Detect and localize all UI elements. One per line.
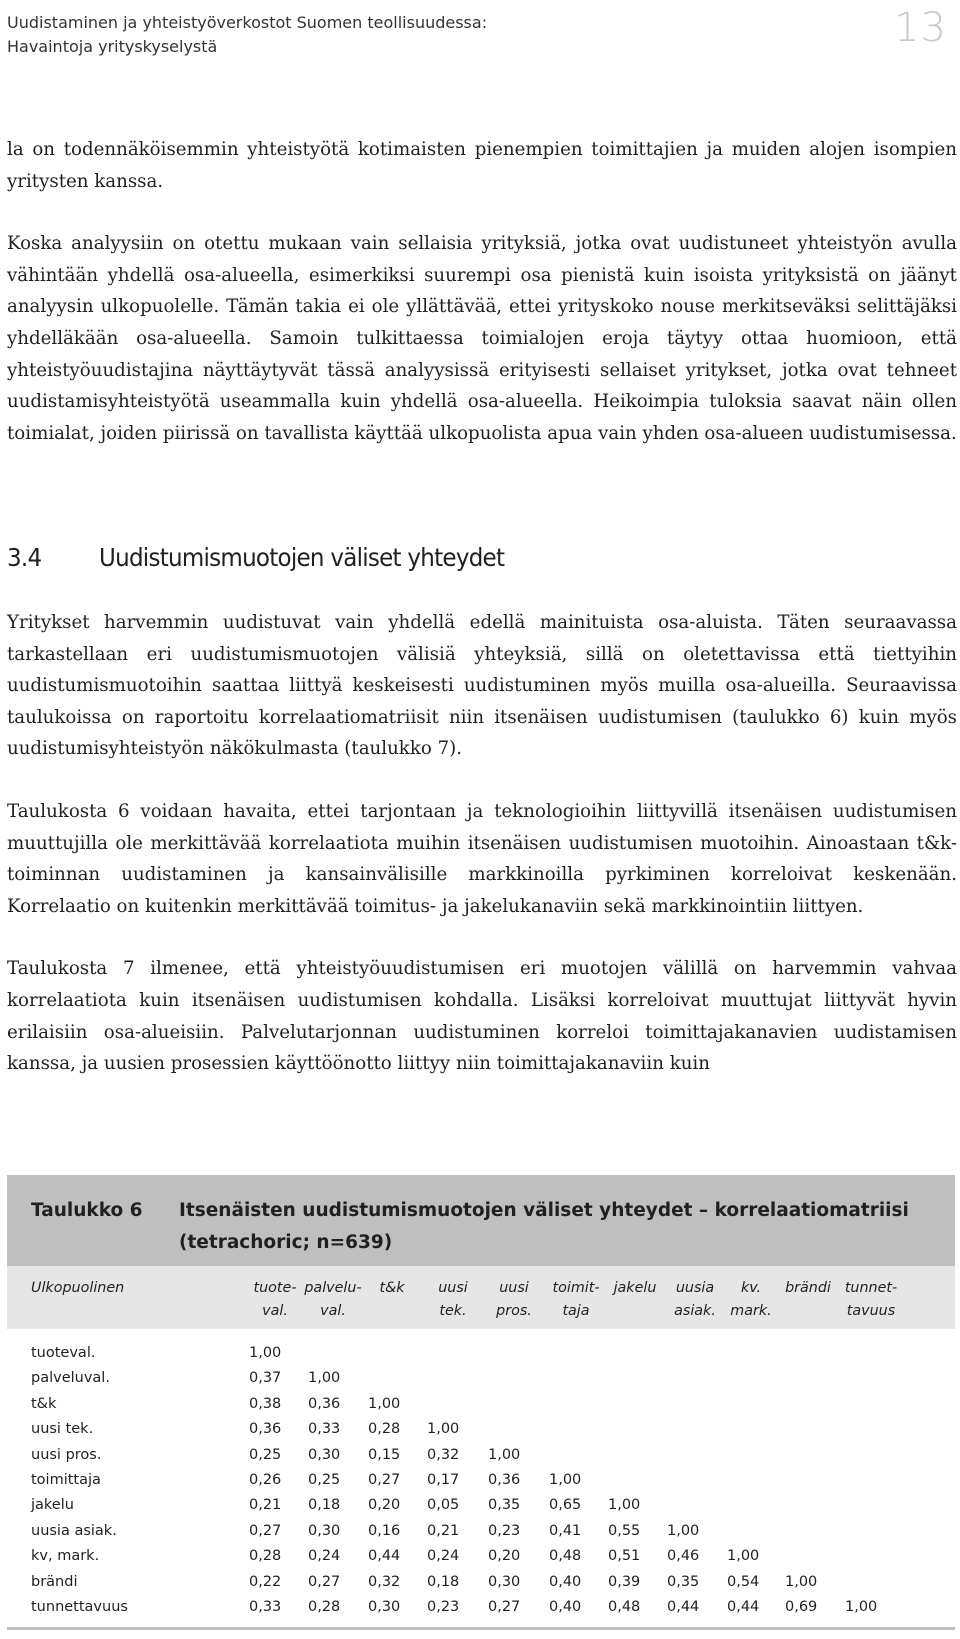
table-title-band (7, 1175, 955, 1266)
table-cell: 0,41 (549, 1522, 582, 1539)
section-title: Uudistumismuotojen väliset yhteydet (99, 543, 505, 572)
table-cell: 0,30 (488, 1573, 521, 1590)
table-column-headers (7, 1266, 955, 1329)
paragraph: Yritykset harvemmin uudistuvat vain yhdellä edellä mainituista osa-aluista. Täten seuraavassa tarkastellaan eri uudistumismuotojen välisiä yhteyksiä, sillä on oletettavissa että tiettyihin uudistumismuotoihin saattaa liittyä keskeisesti uudistuminen myös muilla osa-alueilla. Seuraavissa taulukoissa on raportoitu korrelaatiomatriisit niin itsenäisen uudistumisen (taulukko 6) kuin myös uudistumisyhteistyön näkökulmasta (taulukko 7). (7, 612, 957, 760)
column-header: tuote- val. (253, 1280, 297, 1319)
table-cell: 1,00 (368, 1395, 401, 1412)
table-cell: 0,35 (667, 1573, 700, 1590)
table-cell: 1,00 (427, 1421, 460, 1438)
table-cell: 0,17 (427, 1471, 460, 1488)
row-label: palveluval. (31, 1370, 110, 1387)
table-cell: 1,00 (308, 1370, 341, 1387)
table-cell: 0,51 (608, 1548, 641, 1565)
table-cell: 0,55 (608, 1522, 641, 1539)
table-cell: 0,26 (249, 1471, 282, 1488)
paragraph: la on todennäköisemmin yhteistyötä kotimaisten pienempien toimittajien ja muiden alojen isompien yritysten kanssa. (7, 139, 957, 192)
table-cell: 0,25 (249, 1446, 282, 1463)
row-label: uusi tek. (31, 1421, 94, 1438)
table-cell: 0,21 (427, 1522, 460, 1539)
table-cell: 0,20 (488, 1548, 521, 1565)
table-row (7, 1443, 955, 1468)
table-cell: 0,32 (368, 1573, 401, 1590)
table-row (7, 1417, 955, 1442)
table-cell: 0,44 (667, 1598, 700, 1615)
row-header-label: Ulkopuolinen (31, 1280, 125, 1296)
table-cell: 0,05 (427, 1497, 460, 1514)
table-cell: 0,24 (308, 1548, 341, 1565)
row-label: toimittaja (31, 1471, 101, 1488)
column-header: t&k (379, 1280, 405, 1296)
table-cell: 0,36 (488, 1471, 521, 1488)
table-cell: 0,32 (427, 1446, 460, 1463)
table-cell: 0,27 (249, 1522, 282, 1539)
table-cell: 1,00 (488, 1446, 521, 1463)
table-cell: 0,21 (249, 1497, 282, 1514)
table-cell: 0,33 (249, 1598, 282, 1615)
table-cell: 0,35 (488, 1497, 521, 1514)
table-cell: 0,36 (308, 1395, 341, 1412)
table-cell: 0,30 (308, 1522, 341, 1539)
table-cell: 0,44 (368, 1548, 401, 1565)
table-row (7, 1595, 955, 1620)
page-number: 13 (894, 5, 947, 51)
paragraph: Koska analyysiin on otettu mukaan vain sellaisia yrityksiä, jotka ovat uudistuneet yhteistyön avulla vähintään yhdellä osa-alueella, esimerkiksi suurempi osa pienistä kuin isoista yrityksistä on jäänyt analyysin ulkopuolelle. Tämän takia ei ole yllättävää, ettei yrityskoko nouse merkitseväksi selittäjäksi yhdelläkään osa-alueella. Samoin tulkittaessa toimialojen eroja täytyy ottaa huomioon, että yhteistyöuudistajina näyttäytyvät tässä analyysissä erityisesti sellaiset yritykset, jotka ovat tehneet uudistamisyhteistyötä useammalla kuin yhdellä osa-alueella. Heikoimpia tuloksia saavat näin ollen toimialat, joiden piirissä on tavallista käyttää ulkopuolista apua vain yhden osa-alueen uudistumisessa. (7, 233, 957, 444)
table-row (7, 1341, 955, 1366)
page-header (7, 5, 947, 67)
column-header: tunnet- tavuus (844, 1280, 898, 1319)
row-label: tunnettavuus (31, 1598, 128, 1615)
table-cell: 0,24 (427, 1548, 460, 1565)
table-cell: 1,00 (667, 1522, 700, 1539)
table-cell: 1,00 (608, 1497, 641, 1514)
table-cell: 0,48 (549, 1548, 582, 1565)
table-cell: 0,30 (368, 1598, 401, 1615)
running-title-line-1: Uudistaminen ja yhteistyöverkostot Suomen teollisuudessa: (7, 13, 488, 32)
row-label: uusia asiak. (31, 1522, 117, 1539)
body-text-top (7, 134, 957, 480)
table-cell: 0,18 (308, 1497, 341, 1514)
table-cell: 0,18 (427, 1573, 460, 1590)
table-cell: 0,40 (549, 1573, 582, 1590)
table-cell: 0,20 (368, 1497, 401, 1514)
column-header: toimit- taja (552, 1280, 600, 1319)
table-cell: 0,27 (488, 1598, 521, 1615)
table-cell: 0,44 (727, 1598, 760, 1615)
table-cell: 1,00 (549, 1471, 582, 1488)
column-header: brändi (785, 1280, 831, 1296)
column-header: uusia asiak. (674, 1280, 716, 1319)
paragraph: Taulukosta 7 ilmenee, että yhteistyöuudistumisen eri muotojen välillä on harvemmin vahvaa korrelaatiota kuin itsenäisen uudistumisen kohdalla. Lisäksi korreloivat muuttujat liittyvät hyvin erilaisiin osa-alueisiin. Palvelutarjonnan uudistuminen korreloi toimittajakanavien uudistamisen kanssa, ja uusien prosessien käyttöönotto liittyy niin toimittajakanaviin kuin (7, 958, 957, 1075)
table-row (7, 1544, 955, 1569)
table-cell: 0,28 (249, 1548, 282, 1565)
table-cell: 0,22 (249, 1573, 282, 1590)
table-cell: 1,00 (249, 1345, 282, 1361)
table-label: Taulukko 6 (31, 1200, 143, 1221)
table-row (7, 1366, 955, 1391)
table-cell: 0,16 (368, 1522, 401, 1539)
section-number: 3.4 (7, 543, 42, 572)
table-cell: 0,15 (368, 1446, 401, 1463)
table-cell: 0,65 (549, 1497, 582, 1514)
column-header: palvelu- val. (304, 1280, 362, 1319)
body-text-bottom (7, 607, 957, 1111)
table-cell: 0,39 (608, 1573, 641, 1590)
table-cell: 0,27 (308, 1573, 341, 1590)
table-cell: 0,46 (667, 1548, 700, 1565)
table-cell: 0,40 (549, 1598, 582, 1615)
table-row (7, 1493, 955, 1518)
row-label: kv, mark. (31, 1548, 100, 1565)
section-heading (7, 540, 872, 576)
table-cell: 0,23 (427, 1598, 460, 1615)
column-header: uusi pros. (496, 1280, 532, 1319)
paragraph: Taulukosta 6 voidaan havaita, ettei tarjontaan ja teknologioihin liittyvillä itsenäisen uudistumisen muuttujilla ole merkittävää korrelaatiota muihin itsenäisen uudistumisen muotoihin. Ainoastaan t&k-toiminnan uudistaminen ja kansainvälisille markkinoilla pyrkiminen korreloivat keskenään. Korrelaatio on kuitenkin merkittävää toimitus- ja jakelukanaviin sekä markkinointiin liittyen. (7, 800, 957, 917)
table-cell: 1,00 (845, 1598, 878, 1615)
row-label: brändi (31, 1573, 78, 1590)
table-cell: 0,36 (249, 1421, 282, 1438)
table-row (7, 1468, 955, 1493)
running-title-line-2: Havaintoja yrityskyselystä (7, 37, 218, 56)
table-cell: 0,33 (308, 1421, 341, 1438)
table-cell: 0,28 (368, 1421, 401, 1438)
table-row (7, 1519, 955, 1544)
table-cell: 1,00 (727, 1548, 760, 1565)
table-row (7, 1392, 955, 1417)
table-bottom-rule (7, 1627, 955, 1630)
table-cell: 0,25 (308, 1471, 341, 1488)
table-body (7, 1341, 955, 1620)
table-caption: Itsenäisten uudistumismuotojen väliset yhteydet – korrelaatiomatriisi (tetrachoric; n=639) (179, 1200, 909, 1253)
row-label: t&k (31, 1395, 57, 1412)
column-header: uusi tek. (438, 1280, 468, 1319)
table-row (7, 1570, 955, 1595)
column-header: jakelu (613, 1280, 657, 1296)
table-cell: 0,48 (608, 1598, 641, 1615)
table-cell: 0,54 (727, 1573, 760, 1590)
table-cell: 0,28 (308, 1598, 341, 1615)
row-label: uusi pros. (31, 1446, 102, 1463)
table-cell: 0,30 (308, 1446, 341, 1463)
table-cell: 1,00 (785, 1573, 818, 1590)
table-cell: 0,23 (488, 1522, 521, 1539)
correlation-table (7, 1175, 955, 1627)
table-cell: 0,69 (785, 1598, 818, 1615)
row-label: jakelu (31, 1497, 74, 1514)
table-cell: 0,37 (249, 1370, 282, 1387)
row-label: tuoteval. (31, 1345, 96, 1361)
column-header: kv. mark. (730, 1280, 772, 1319)
table-cell: 0,38 (249, 1395, 282, 1412)
table-cell: 0,27 (368, 1471, 401, 1488)
